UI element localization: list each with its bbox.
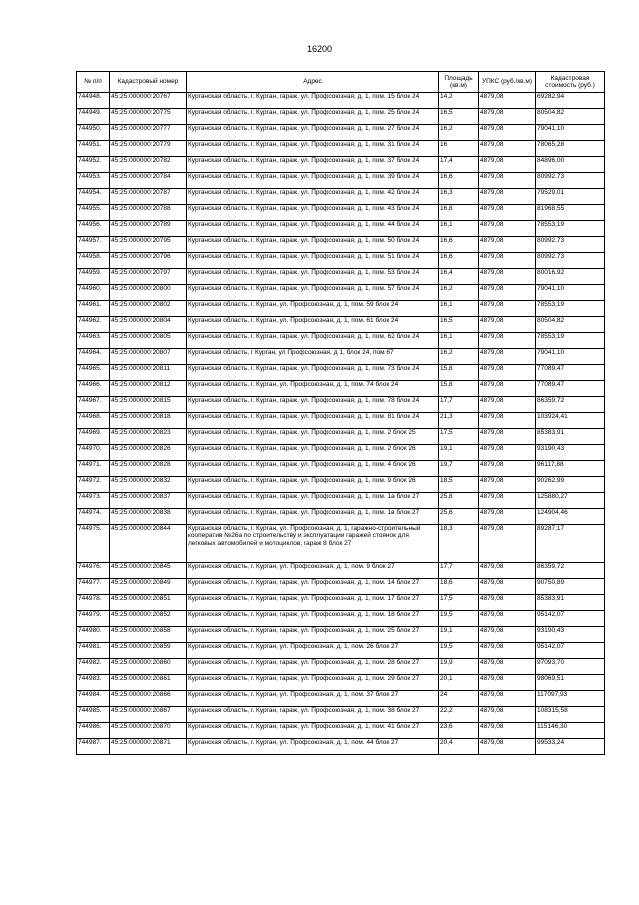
cell-num: 744974. bbox=[77, 509, 110, 525]
table-row bbox=[77, 445, 605, 461]
cell-address: Курганская область, г. Курган, гараж, ул. Профсоюзная, д. 1, пом. 53 блок 24 bbox=[187, 269, 439, 285]
cell-num: 744973. bbox=[77, 493, 110, 509]
cell-value: 78553,19 bbox=[536, 333, 605, 349]
cell-upks: 4879,08 bbox=[479, 365, 536, 381]
cell-cadastral: 45:25:000000:20838 bbox=[110, 509, 187, 525]
cell-cadastral: 45:25:000000:20811 bbox=[110, 365, 187, 381]
cell-address: Курганская область, г. Курган, гараж, ул. Профсоюзная, д. 1, пом. 2 блок 25 bbox=[187, 429, 439, 445]
cell-address: Курганская область, г. Курган, гараж, ул. Профсоюзная, д. 1, пом. 15 блок 24 bbox=[187, 93, 439, 109]
cell-num: 744978. bbox=[77, 595, 110, 611]
cell-value: 117097,93 bbox=[536, 691, 605, 707]
cell-num: 744966. bbox=[77, 381, 110, 397]
cell-value: 79041,10 bbox=[536, 125, 605, 141]
cell-cadastral: 45:25:000000:20851 bbox=[110, 595, 187, 611]
cell-cadastral: 45:25:000000:20870 bbox=[110, 723, 187, 739]
cell-upks: 4879,08 bbox=[479, 461, 536, 477]
header-area: Площадь (кв.м) bbox=[439, 72, 479, 93]
cell-value: 80992,73 bbox=[536, 237, 605, 253]
cell-num: 744981. bbox=[77, 643, 110, 659]
cell-upks: 4879,08 bbox=[479, 429, 536, 445]
cell-upks: 4879,08 bbox=[479, 691, 536, 707]
cell-area: 15,8 bbox=[439, 381, 479, 397]
cell-upks: 4879,08 bbox=[479, 205, 536, 221]
cell-upks: 4879,08 bbox=[479, 493, 536, 509]
cell-cadastral: 45:25:000000:20789 bbox=[110, 221, 187, 237]
table-row bbox=[77, 93, 605, 109]
table-row bbox=[77, 317, 605, 333]
cell-value: 95142,07 bbox=[536, 611, 605, 627]
page-number: 16200 bbox=[306, 44, 333, 54]
cell-num: 744958. bbox=[77, 253, 110, 269]
table-row bbox=[77, 627, 605, 643]
table-row bbox=[77, 189, 605, 205]
cell-num: 744967. bbox=[77, 397, 110, 413]
cell-upks: 4879,08 bbox=[479, 509, 536, 525]
cell-cadastral: 45:25:000000:20826 bbox=[110, 445, 187, 461]
cell-num: 744954. bbox=[77, 189, 110, 205]
cell-upks: 4879,08 bbox=[479, 675, 536, 691]
cadastral-table bbox=[76, 71, 605, 755]
cell-num: 744964. bbox=[77, 349, 110, 365]
cell-num: 744965. bbox=[77, 365, 110, 381]
cell-area: 16,3 bbox=[439, 189, 479, 205]
cell-area: 24 bbox=[439, 691, 479, 707]
cell-cadastral: 45:25:000000:20802 bbox=[110, 301, 187, 317]
cell-upks: 4879,08 bbox=[479, 285, 536, 301]
cell-area: 16,6 bbox=[439, 173, 479, 189]
cell-area: 17,7 bbox=[439, 563, 479, 579]
cell-address: Курганская область, г. Курган, гараж, ул. Профсоюзная, д. 1, пом. 38 блок 27 bbox=[187, 707, 439, 723]
cell-cadastral: 45:25:000000:20804 bbox=[110, 317, 187, 333]
cell-area: 23,6 bbox=[439, 723, 479, 739]
cell-address: Курганская область, г. Курган, ул. Профсоюзная, д. 1, гаражно-строительный кооператив №26а по строительству и эксплуатации гаражей стоянок для легковых автомобилей и мотоциклов, гараж 8 блок 27 bbox=[187, 525, 439, 563]
cell-cadastral: 45:25:000000:20805 bbox=[110, 333, 187, 349]
cell-value: 81968,55 bbox=[536, 205, 605, 221]
cell-cadastral: 45:25:000000:20844 bbox=[110, 525, 187, 563]
cell-address: Курганская область, г. Курган, гараж, ул. Профсоюзная, д. 1, пом. 4 блок 26 bbox=[187, 461, 439, 477]
cell-value: 97093,70 bbox=[536, 659, 605, 675]
cell-upks: 4879,08 bbox=[479, 237, 536, 253]
cell-value: 79529,01 bbox=[536, 189, 605, 205]
table-row bbox=[77, 349, 605, 365]
table-row bbox=[77, 675, 605, 691]
cell-upks: 4879,08 bbox=[479, 595, 536, 611]
cell-cadastral: 45:25:000000:20818 bbox=[110, 413, 187, 429]
cell-address: Курганская область, г. Курган, гараж, ул. Профсоюзная, д. 1, пом. 50 блок 24 bbox=[187, 237, 439, 253]
cell-value: 103924,41 bbox=[536, 413, 605, 429]
cell-value: 78065,28 bbox=[536, 141, 605, 157]
cell-area: 17,5 bbox=[439, 429, 479, 445]
table-row bbox=[77, 301, 605, 317]
cell-value: 89287,17 bbox=[536, 525, 605, 563]
cell-area: 14,2 bbox=[439, 93, 479, 109]
cell-address: Курганская область, г. Курган, гараж, ул. Профсоюзная, д. 1, пом. 73 блок 24 bbox=[187, 365, 439, 381]
cell-cadastral: 45:25:000000:20767 bbox=[110, 93, 187, 109]
cell-cadastral: 45:25:000000:20812 bbox=[110, 381, 187, 397]
cell-num: 744957. bbox=[77, 237, 110, 253]
cell-num: 744955. bbox=[77, 205, 110, 221]
cell-area: 16,2 bbox=[439, 285, 479, 301]
table-row bbox=[77, 509, 605, 525]
cell-area: 16,5 bbox=[439, 109, 479, 125]
cell-num: 744963. bbox=[77, 333, 110, 349]
cell-address: Курганская область, г. Курган, гараж, ул. Профсоюзная, д. 1, пом. 51 блок 24 bbox=[187, 253, 439, 269]
cell-num: 744949. bbox=[77, 109, 110, 125]
cell-address: Курганская область, г. Курган, гараж, ул. Профсоюзная, д. 1, пом. 9 блок 26 bbox=[187, 477, 439, 493]
cell-upks: 4879,08 bbox=[479, 643, 536, 659]
cell-address: Курганская область, г. Курган, гараж, ул. Профсоюзная, д. 1, пом. 37 блок 24 bbox=[187, 157, 439, 173]
cell-address: Курганская область, г. Курган, ул. Профсоюзная, д. 1, пом. 9 блок 27 bbox=[187, 563, 439, 579]
cell-upks: 4879,08 bbox=[479, 563, 536, 579]
cell-area: 19,1 bbox=[439, 627, 479, 643]
cell-address: Курганская область, г. Курган, ул. Профсоюзная, д. 1, пом. 26 блок 27 bbox=[187, 643, 439, 659]
table-row bbox=[77, 493, 605, 509]
cell-cadastral: 45:25:000000:20832 bbox=[110, 477, 187, 493]
cell-area: 16 bbox=[439, 141, 479, 157]
cell-cadastral: 45:25:000000:20852 bbox=[110, 611, 187, 627]
cell-cadastral: 45:25:000000:20823 bbox=[110, 429, 187, 445]
table-row bbox=[77, 285, 605, 301]
table-row bbox=[77, 707, 605, 723]
table-header-row bbox=[77, 72, 605, 93]
table-row bbox=[77, 643, 605, 659]
cell-value: 77089,47 bbox=[536, 365, 605, 381]
cell-address: Курганская область, г Курган, ул Профсоюзная, д 1, блок 24, пом 67 bbox=[187, 349, 439, 365]
cell-cadastral: 45:25:000000:20815 bbox=[110, 397, 187, 413]
cell-upks: 4879,08 bbox=[479, 141, 536, 157]
table-body bbox=[77, 93, 605, 755]
cell-cadastral: 45:25:000000:20777 bbox=[110, 125, 187, 141]
table-row bbox=[77, 525, 605, 563]
cell-value: 78553,19 bbox=[536, 301, 605, 317]
cell-area: 16,2 bbox=[439, 125, 479, 141]
cell-address: Курганская область, г. Курган, гараж, ул. Профсоюзная, д. 1, пом. 43 блок 24 bbox=[187, 205, 439, 221]
cell-area: 18,5 bbox=[439, 477, 479, 493]
cell-address: Курганская область, г. Курган, гараж, ул. Профсоюзная, д. 1, пом. 41 блок 27 bbox=[187, 723, 439, 739]
header-num: № п/п bbox=[77, 72, 110, 93]
cell-cadastral: 45:25:000000:20861 bbox=[110, 675, 187, 691]
cell-upks: 4879,08 bbox=[479, 397, 536, 413]
cell-cadastral: 45:25:000000:20787 bbox=[110, 189, 187, 205]
table-row bbox=[77, 611, 605, 627]
header-upks: УПКС (руб./кв.м) bbox=[479, 72, 536, 93]
cell-num: 744959. bbox=[77, 269, 110, 285]
cell-cadastral: 45:25:000000:20779 bbox=[110, 141, 187, 157]
cell-area: 19,5 bbox=[439, 611, 479, 627]
cell-upks: 4879,08 bbox=[479, 525, 536, 563]
cell-area: 19,1 bbox=[439, 445, 479, 461]
cell-value: 108315,58 bbox=[536, 707, 605, 723]
cell-address: Курганская область, г. Курган, гараж, ул. Профсоюзная, д. 1, пом. 78 блок 24 bbox=[187, 397, 439, 413]
cell-upks: 4879,08 bbox=[479, 333, 536, 349]
cell-upks: 4879,08 bbox=[479, 445, 536, 461]
cell-value: 79041,10 bbox=[536, 349, 605, 365]
cell-value: 125880,27 bbox=[536, 493, 605, 509]
cell-area: 19,7 bbox=[439, 461, 479, 477]
cell-cadastral: 45:25:000000:20871 bbox=[110, 739, 187, 755]
cell-cadastral: 45:25:000000:20796 bbox=[110, 253, 187, 269]
cell-area: 16,2 bbox=[439, 349, 479, 365]
cell-area: 16,5 bbox=[439, 317, 479, 333]
cell-num: 744953. bbox=[77, 173, 110, 189]
cell-upks: 4879,08 bbox=[479, 189, 536, 205]
cell-area: 22,2 bbox=[439, 707, 479, 723]
cell-upks: 4879,08 bbox=[479, 253, 536, 269]
table-row bbox=[77, 253, 605, 269]
cell-cadastral: 45:25:000000:20867 bbox=[110, 707, 187, 723]
cell-value: 90750,89 bbox=[536, 579, 605, 595]
cell-area: 16,6 bbox=[439, 253, 479, 269]
cell-area: 16,6 bbox=[439, 237, 479, 253]
cell-area: 17,5 bbox=[439, 595, 479, 611]
cell-cadastral: 45:25:000000:20788 bbox=[110, 205, 187, 221]
cell-num: 744971. bbox=[77, 461, 110, 477]
cell-area: 17,7 bbox=[439, 397, 479, 413]
cell-address: Курганская область, г. Курган, гараж, ул. Профсоюзная, д. 1, пом. 1а блок 27 bbox=[187, 493, 439, 509]
cell-upks: 4879,08 bbox=[479, 125, 536, 141]
cell-value: 96117,88 bbox=[536, 461, 605, 477]
cell-value: 90262,99 bbox=[536, 477, 605, 493]
table-row bbox=[77, 595, 605, 611]
table-row bbox=[77, 461, 605, 477]
cell-value: 86359,72 bbox=[536, 397, 605, 413]
cell-address: Курганская область, г. Курган, гараж, ул. Профсоюзная, д. 1, пом. 29 блок 27 bbox=[187, 675, 439, 691]
cell-value: 80992,73 bbox=[536, 253, 605, 269]
table-row bbox=[77, 333, 605, 349]
cell-upks: 4879,08 bbox=[479, 413, 536, 429]
cell-cadastral: 45:25:000000:20849 bbox=[110, 579, 187, 595]
cell-area: 25,6 bbox=[439, 509, 479, 525]
table-row bbox=[77, 659, 605, 675]
table-row bbox=[77, 723, 605, 739]
cell-value: 80504,82 bbox=[536, 317, 605, 333]
cell-upks: 4879,08 bbox=[479, 707, 536, 723]
table-row bbox=[77, 173, 605, 189]
table-row bbox=[77, 691, 605, 707]
cell-address: Курганская область, г. Курган, гараж, ул. Профсоюзная, д. 1, пом. 17 блок 27 bbox=[187, 595, 439, 611]
cell-num: 744985. bbox=[77, 707, 110, 723]
cell-address: Курганская область, г. Курган, гараж, ул. Профсоюзная, д. 1, пом. 44 блок 24 bbox=[187, 221, 439, 237]
cell-cadastral: 45:25:000000:20866 bbox=[110, 691, 187, 707]
cell-cadastral: 45:25:000000:20860 bbox=[110, 659, 187, 675]
cell-cadastral: 45:25:000000:20795 bbox=[110, 237, 187, 253]
cell-value: 78553,19 bbox=[536, 221, 605, 237]
cell-area: 16,8 bbox=[439, 205, 479, 221]
table-row bbox=[77, 477, 605, 493]
cell-address: Курганская область, г. Курган, гараж, ул. Профсоюзная, д. 1, пом. 42 блок 24 bbox=[187, 189, 439, 205]
cell-address: Курганская область, г. Курган, гараж, ул. Профсоюзная, д. 1, пом. 31 блок 24 bbox=[187, 141, 439, 157]
cell-upks: 4879,08 bbox=[479, 381, 536, 397]
cell-num: 744961. bbox=[77, 301, 110, 317]
cell-value: 93190,43 bbox=[536, 445, 605, 461]
cell-num: 744979. bbox=[77, 611, 110, 627]
cell-address: Курганская область, г. Курган, ул. Профсоюзная, д. 1, пом. 74 блок 24 bbox=[187, 381, 439, 397]
cell-value: 69282,94 bbox=[536, 93, 605, 109]
table-row bbox=[77, 413, 605, 429]
cell-address: Курганская область, г. Курган, ул. Профсоюзная, д. 1, пом. 37 блок 27 bbox=[187, 691, 439, 707]
cell-address: Курганская область, г. Курган, гараж, ул. Профсоюзная, д. 1, пом. 27 блок 24 bbox=[187, 125, 439, 141]
cell-value: 98069,51 bbox=[536, 675, 605, 691]
cell-area: 16,1 bbox=[439, 301, 479, 317]
cell-upks: 4879,08 bbox=[479, 739, 536, 755]
cell-upks: 4879,08 bbox=[479, 723, 536, 739]
cell-num: 744982. bbox=[77, 659, 110, 675]
cell-area: 16,4 bbox=[439, 269, 479, 285]
cell-area: 19,9 bbox=[439, 659, 479, 675]
cell-num: 744986. bbox=[77, 723, 110, 739]
cell-upks: 4879,08 bbox=[479, 579, 536, 595]
cell-upks: 4879,08 bbox=[479, 157, 536, 173]
cell-upks: 4879,08 bbox=[479, 349, 536, 365]
cell-value: 79041,10 bbox=[536, 285, 605, 301]
table-row bbox=[77, 381, 605, 397]
cell-area: 18,3 bbox=[439, 525, 479, 563]
cell-address: Курганская область, г. Курган, гараж, ул. Профсоюзная, д. 1, пом. 2 блок 26 bbox=[187, 445, 439, 461]
cell-area: 20,4 bbox=[439, 739, 479, 755]
cell-address: Курганская область, г. Курган, гараж, ул. Профсоюзная, д. 1, пом. 28 блок 27 bbox=[187, 659, 439, 675]
cell-address: Курганская область, г. Курган, гараж, ул. Профсоюзная, д. 1, пом. 25 блок 24 bbox=[187, 109, 439, 125]
cell-cadastral: 45:25:000000:20845 bbox=[110, 563, 187, 579]
cell-num: 744984. bbox=[77, 691, 110, 707]
cell-value: 80016,92 bbox=[536, 269, 605, 285]
cell-value: 93190,43 bbox=[536, 627, 605, 643]
header-cadastral: Кадастровый номер bbox=[110, 72, 187, 93]
cell-value: 85383,91 bbox=[536, 429, 605, 445]
cell-address: Курганская область, г. Курган, гараж, ул. Профсоюзная, д. 1, пом. 25 блок 27 bbox=[187, 627, 439, 643]
cell-value: 80992,73 bbox=[536, 173, 605, 189]
cell-num: 744960. bbox=[77, 285, 110, 301]
cell-cadastral: 45:25:000000:20784 bbox=[110, 173, 187, 189]
cell-cadastral: 45:25:000000:20807 bbox=[110, 349, 187, 365]
cell-num: 744975. bbox=[77, 525, 110, 563]
table-row bbox=[77, 205, 605, 221]
cell-upks: 4879,08 bbox=[479, 659, 536, 675]
cell-value: 115146,30 bbox=[536, 723, 605, 739]
cell-num: 744977. bbox=[77, 579, 110, 595]
table-row bbox=[77, 563, 605, 579]
cell-cadastral: 45:25:000000:20837 bbox=[110, 493, 187, 509]
cell-num: 744951. bbox=[77, 141, 110, 157]
cell-address: Курганская область, г. Курган, гараж, ул. Профсоюзная, д. 1, пом. 18 блок 27 bbox=[187, 611, 439, 627]
table-row bbox=[77, 157, 605, 173]
cell-address: Курганская область, г. Курган, гараж, ул. Профсоюзная, д. 1, пом. 62 блок 24 bbox=[187, 333, 439, 349]
table-row bbox=[77, 141, 605, 157]
cell-area: 21,3 bbox=[439, 413, 479, 429]
cell-value: 84896,00 bbox=[536, 157, 605, 173]
cell-num: 744972. bbox=[77, 477, 110, 493]
cell-num: 744950. bbox=[77, 125, 110, 141]
cell-upks: 4879,08 bbox=[479, 301, 536, 317]
cell-upks: 4879,08 bbox=[479, 269, 536, 285]
cell-area: 20,1 bbox=[439, 675, 479, 691]
table-row bbox=[77, 739, 605, 755]
cell-address: Курганская область, г. Курган, ул. Профсоюзная, д. 1, пом. 61 блок 24 bbox=[187, 317, 439, 333]
cell-upks: 4879,08 bbox=[479, 611, 536, 627]
cell-cadastral: 45:25:000000:20797 bbox=[110, 269, 187, 285]
cell-num: 744970. bbox=[77, 445, 110, 461]
cell-value: 85383,91 bbox=[536, 595, 605, 611]
cell-upks: 4879,08 bbox=[479, 317, 536, 333]
cell-address: Курганская область, г. Курган, ул. Профсоюзная, д. 1, пом. 59 блок 24 bbox=[187, 301, 439, 317]
cell-upks: 4879,08 bbox=[479, 221, 536, 237]
cell-cadastral: 45:25:000000:20859 bbox=[110, 643, 187, 659]
header-address: Адрес bbox=[187, 72, 439, 93]
cell-num: 744952. bbox=[77, 157, 110, 173]
cell-cadastral: 45:25:000000:20775 bbox=[110, 109, 187, 125]
cell-upks: 4879,08 bbox=[479, 477, 536, 493]
cell-area: 15,8 bbox=[439, 365, 479, 381]
cell-area: 17,4 bbox=[439, 157, 479, 173]
cell-value: 80504,82 bbox=[536, 109, 605, 125]
cell-upks: 4879,08 bbox=[479, 627, 536, 643]
cell-upks: 4879,08 bbox=[479, 173, 536, 189]
cell-value: 95142,07 bbox=[536, 643, 605, 659]
cell-area: 16,1 bbox=[439, 221, 479, 237]
cell-cadastral: 45:25:000000:20800 bbox=[110, 285, 187, 301]
cell-area: 16,1 bbox=[439, 333, 479, 349]
cell-upks: 4879,08 bbox=[479, 93, 536, 109]
table-row bbox=[77, 237, 605, 253]
cell-num: 744969. bbox=[77, 429, 110, 445]
table-row bbox=[77, 109, 605, 125]
cell-address: Курганская область, г. Курган, гараж, ул. Профсоюзная, д. 1, пом. 57 блок 24 bbox=[187, 285, 439, 301]
cell-area: 25,8 bbox=[439, 493, 479, 509]
header-value: Кадастровая стоимость (руб.) bbox=[536, 72, 605, 93]
cell-num: 744987. bbox=[77, 739, 110, 755]
cell-cadastral: 45:25:000000:20858 bbox=[110, 627, 187, 643]
table-row bbox=[77, 221, 605, 237]
cell-address: Курганская область, г. Курган, гараж, ул. Профсоюзная, д. 1, пом. 1в блок 27 bbox=[187, 509, 439, 525]
cell-cadastral: 45:25:000000:20828 bbox=[110, 461, 187, 477]
table-row bbox=[77, 365, 605, 381]
cell-upks: 4879,08 bbox=[479, 109, 536, 125]
table-row bbox=[77, 269, 605, 285]
cell-area: 19,5 bbox=[439, 643, 479, 659]
cell-address: Курганская область, г. Курган, гараж, ул. Профсоюзная, д. 1, пом. 81 блок 24 bbox=[187, 413, 439, 429]
cell-area: 18,6 bbox=[439, 579, 479, 595]
table-row bbox=[77, 429, 605, 445]
cell-num: 744956. bbox=[77, 221, 110, 237]
cell-value: 77089,47 bbox=[536, 381, 605, 397]
table-row bbox=[77, 125, 605, 141]
cell-address: Курганская область, г. Курган, гараж, ул. Профсоюзная, д. 1, пом. 14 блок 27 bbox=[187, 579, 439, 595]
cell-num: 744962. bbox=[77, 317, 110, 333]
cell-num: 744976. bbox=[77, 563, 110, 579]
table-row bbox=[77, 579, 605, 595]
cell-value: 86359,72 bbox=[536, 563, 605, 579]
table-row bbox=[77, 397, 605, 413]
cell-num: 744948. bbox=[77, 93, 110, 109]
cell-address: Курганская область, г. Курган, ул. Профсоюзная, д. 1, пом. 44 блок 27 bbox=[187, 739, 439, 755]
cell-num: 744983. bbox=[77, 675, 110, 691]
cell-num: 744968. bbox=[77, 413, 110, 429]
cell-address: Курганская область, г. Курган, гараж, ул. Профсоюзная, д. 1, пом. 39 блок 24 bbox=[187, 173, 439, 189]
cell-value: 99533,24 bbox=[536, 739, 605, 755]
cell-num: 744980. bbox=[77, 627, 110, 643]
cell-value: 124904,46 bbox=[536, 509, 605, 525]
cell-cadastral: 45:25:000000:20782 bbox=[110, 157, 187, 173]
